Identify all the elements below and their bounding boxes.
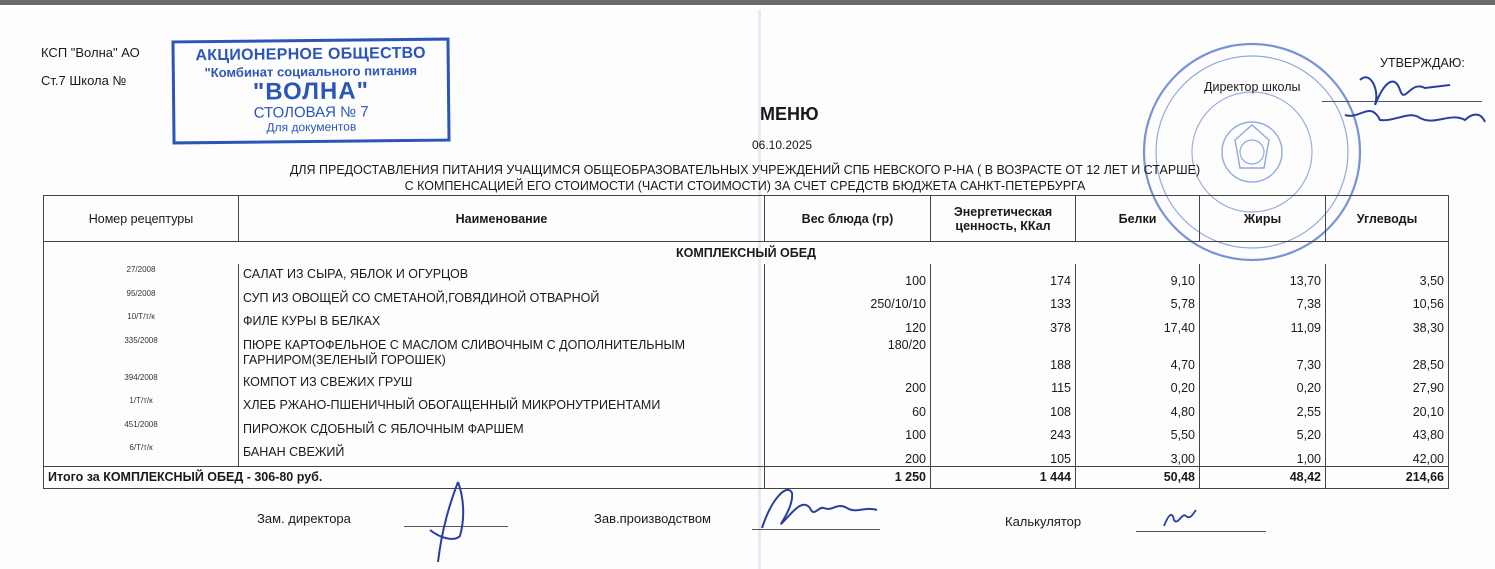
recipe-code: 10/Т/т/к	[44, 311, 239, 335]
dish-carbs: 28,50	[1326, 335, 1449, 372]
dish-weight: 200	[765, 442, 931, 466]
table-row	[44, 372, 1449, 396]
dish-fat: 7,30	[1200, 335, 1326, 372]
dish-weight: 100	[765, 264, 931, 288]
dish-energy: 115	[931, 372, 1076, 396]
dish-protein: 4,70	[1076, 335, 1200, 372]
dish-carbs: 3,50	[1326, 264, 1449, 288]
page-title: МЕНЮ	[760, 104, 819, 124]
production-signature-icon	[752, 478, 882, 538]
dish-energy: 105	[931, 442, 1076, 466]
table-row	[44, 335, 1449, 372]
total-weight: 1 250	[765, 466, 931, 488]
dish-energy: 188	[931, 335, 1076, 372]
stamp-line-2: "Комбинат социального питания	[204, 62, 418, 81]
dish-carbs: 38,30	[1326, 311, 1449, 335]
total-energy: 1 444	[931, 466, 1076, 488]
deputy-director-label: Зам. директора	[257, 511, 351, 526]
dish-protein: 3,00	[1076, 442, 1200, 466]
menu-table	[43, 195, 1449, 489]
table-row	[44, 395, 1449, 419]
recipe-code: 394/2008	[44, 372, 239, 396]
table-row	[44, 419, 1449, 443]
dish-name: БАНАН СВЕЖИЙ	[239, 442, 765, 466]
dish-carbs: 20,10	[1326, 395, 1449, 419]
stamp-line-4: СТОЛОВАЯ № 7	[253, 103, 369, 122]
col-weight-header: Вес блюда (гр)	[765, 196, 931, 242]
calculator-label: Калькулятор	[1005, 514, 1082, 529]
subtitle-line-1: ДЛЯ ПРЕДОСТАВЛЕНИЯ ПИТАНИЯ УЧАЩИМСЯ ОБЩЕОБРАЗОВАТЕЛЬНЫХ УЧРЕЖДЕНИЙ СПБ НЕВСКОГО Р-НА ( В ВОЗРАСТЕ ОТ 12 ЛЕТ И СТАРШЕ)	[289, 163, 1201, 177]
dish-fat: 0,20	[1200, 372, 1326, 396]
recipe-code: 335/2008	[44, 335, 239, 372]
dish-energy: 108	[931, 395, 1076, 419]
dish-weight: 100	[765, 419, 931, 443]
dish-name: СУП ИЗ ОВОЩЕЙ СО СМЕТАНОЙ,ГОВЯДИНОЙ ОТВАРНОЙ	[239, 288, 765, 312]
menu-date: 06.10.2025	[752, 138, 813, 152]
subtitle-line-2: С КОМПЕНСАЦИЕЙ ЕГО СТОИМОСТИ (ЧАСТИ СТОИМОСТИ) ЗА СЧЕТ СРЕДСТВ БЮДЖЕТА САНКТ-ПЕТЕРБУРГА	[404, 179, 1086, 193]
dish-fat: 7,38	[1200, 288, 1326, 312]
dish-name: САЛАТ ИЗ СЫРА, ЯБЛОК И ОГУРЦОВ	[239, 264, 765, 288]
dish-fat: 11,09	[1200, 311, 1326, 335]
col-carbs-header: Углеводы	[1326, 196, 1449, 242]
dish-fat: 13,70	[1200, 264, 1326, 288]
dish-energy: 378	[931, 311, 1076, 335]
dish-carbs: 27,90	[1326, 372, 1449, 396]
organisation-stamp	[171, 38, 450, 145]
dish-carbs: 43,80	[1326, 419, 1449, 443]
recipe-code: 451/2008	[44, 419, 239, 443]
recipe-code: 95/2008	[44, 288, 239, 312]
dish-protein: 9,10	[1076, 264, 1200, 288]
dish-name: ХЛЕБ РЖАНО-ПШЕНИЧНЫЙ ОБОГАЩЕННЫЙ МИКРОНУТРИЕНТАМИ	[239, 395, 765, 419]
dish-fat: 1,00	[1200, 442, 1326, 466]
table-row	[44, 264, 1449, 288]
dish-weight: 180/20	[765, 335, 931, 372]
dish-protein: 5,78	[1076, 288, 1200, 312]
dish-name: КОМПОТ ИЗ СВЕЖИХ ГРУШ	[239, 372, 765, 396]
dish-energy: 133	[931, 288, 1076, 312]
section-title: КОМПЛЕКСНЫЙ ОБЕД	[44, 242, 1449, 265]
director-signature-icon	[1340, 60, 1490, 140]
total-label: Итого за КОМПЛЕКСНЫЙ ОБЕД - 306-80 руб.	[44, 466, 765, 488]
dish-weight: 120	[765, 311, 931, 335]
table-row	[44, 442, 1449, 466]
col-recipe-header: Номер рецептуры	[44, 196, 239, 242]
dish-weight: 60	[765, 395, 931, 419]
stamp-line-3: "ВОЛНА"	[252, 77, 370, 106]
total-protein: 50,48	[1076, 466, 1200, 488]
school-line: Ст.7 Школа №	[41, 73, 127, 88]
dish-protein: 17,40	[1076, 311, 1200, 335]
dish-carbs: 42,00	[1326, 442, 1449, 466]
dish-weight: 200	[765, 372, 931, 396]
scan-top-border	[0, 0, 1495, 5]
total-row	[44, 466, 1449, 488]
total-fat: 48,42	[1200, 466, 1326, 488]
col-name-header: Наименование	[239, 196, 765, 242]
dish-name: ФИЛЕ КУРЫ В БЕЛКАХ	[239, 311, 765, 335]
dish-protein: 5,50	[1076, 419, 1200, 443]
total-carbs: 214,66	[1326, 466, 1449, 488]
director-position: Директор школы	[1204, 80, 1301, 94]
production-head-label: Зав.производством	[594, 511, 711, 526]
col-fat-header: Жиры	[1200, 196, 1326, 242]
recipe-code: 27/2008	[44, 264, 239, 288]
calculator-signature-icon	[1160, 506, 1200, 530]
dish-carbs: 10,56	[1326, 288, 1449, 312]
dish-protein: 4,80	[1076, 395, 1200, 419]
dish-name: ПИРОЖОК СДОБНЫЙ С ЯБЛОЧНЫМ ФАРШЕМ	[239, 419, 765, 443]
stamp-line-5: Для документов	[266, 119, 357, 135]
col-energy-header: Энергетическая ценность, ККал	[931, 196, 1076, 242]
dish-protein: 0,20	[1076, 372, 1200, 396]
dish-fat: 5,20	[1200, 419, 1326, 443]
deputy-signature-icon	[420, 478, 490, 564]
dish-name: ПЮРЕ КАРТОФЕЛЬНОЕ С МАСЛОМ СЛИВОЧНЫМ С ДОПОЛНИТЕЛЬНЫМ ГАРНИРОМ(ЗЕЛЕНЫЙ ГОРОШЕК)	[239, 335, 765, 372]
col-protein-header: Белки	[1076, 196, 1200, 242]
table-row	[44, 311, 1449, 335]
org-name: КСП "Волна" АО	[41, 45, 140, 60]
recipe-code: 6/Т/т/к	[44, 442, 239, 466]
section-row	[44, 242, 1449, 265]
approval-label: УТВЕРЖДАЮ:	[1380, 56, 1465, 70]
table-row	[44, 288, 1449, 312]
recipe-code: 1/Т/т/к	[44, 395, 239, 419]
dish-energy: 174	[931, 264, 1076, 288]
table-header-row	[44, 196, 1449, 242]
dish-weight: 250/10/10	[765, 288, 931, 312]
dish-energy: 243	[931, 419, 1076, 443]
dish-fat: 2,55	[1200, 395, 1326, 419]
stamp-line-1: АКЦИОНЕРНОЕ ОБЩЕСТВО	[195, 44, 426, 65]
calculator-signature-line	[1136, 531, 1266, 532]
